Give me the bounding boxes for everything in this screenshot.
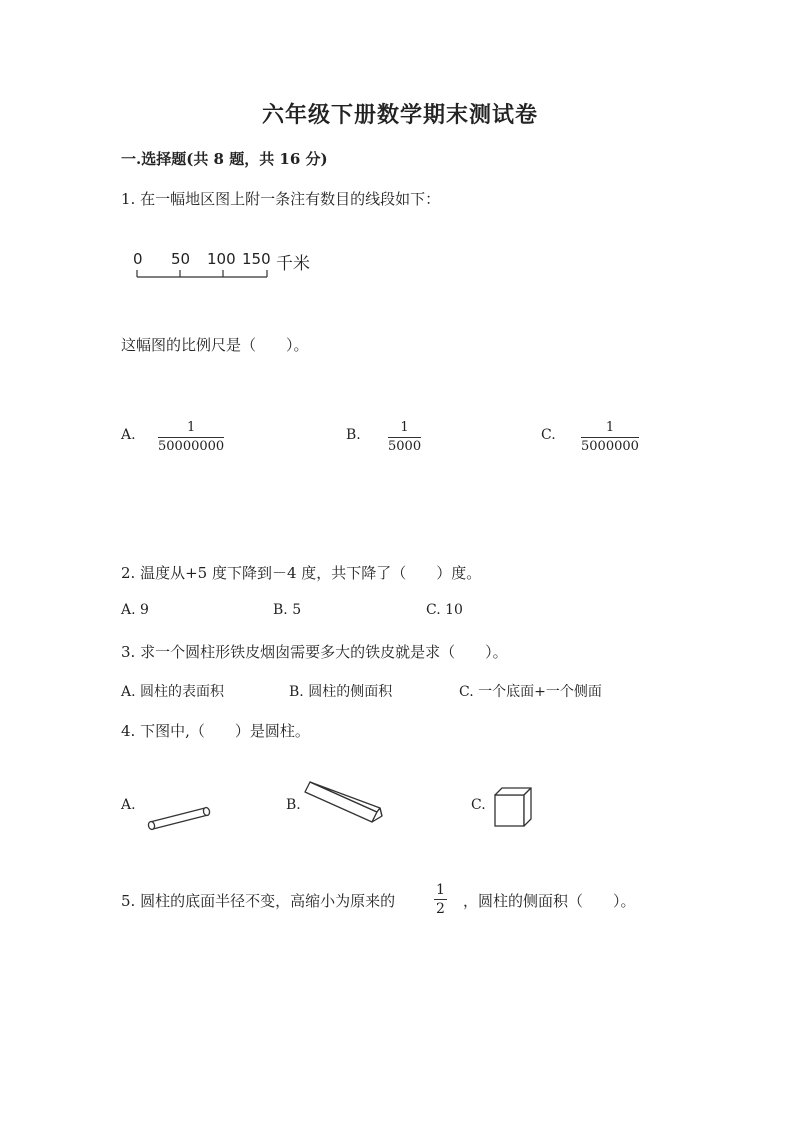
scale-label-0: 0 xyxy=(133,250,143,268)
fraction-denominator: 5000000 xyxy=(581,439,639,454)
scale-label-50: 50 xyxy=(171,250,191,268)
question-5-text-after: ，圆柱的侧面积（ ）。 xyxy=(463,892,636,910)
scale-label-100: 100 xyxy=(207,250,236,268)
fraction-denominator: 2 xyxy=(436,901,445,917)
cube-icon xyxy=(492,786,534,830)
q3-option-b[interactable]: B. 圆柱的侧面积 xyxy=(289,684,393,700)
q1-option-a-fraction xyxy=(158,420,224,455)
q3-option-a[interactable]: A. 圆柱的表面积 xyxy=(121,684,225,700)
fraction-numerator: 1 xyxy=(400,420,409,435)
q2-option-c[interactable]: C. 10 xyxy=(426,602,463,618)
scale-label-150: 150 xyxy=(242,250,271,268)
q1-option-b-fraction xyxy=(388,420,421,455)
question-1-prompt: 这幅图的比例尺是（ ）。 xyxy=(121,336,309,354)
fraction-numerator: 1 xyxy=(436,882,445,898)
question-2-text: 2. 温度从+5 度下降到－4 度，共下降了（ ）度。 xyxy=(121,564,482,582)
q4-option-c[interactable]: C. xyxy=(471,797,486,813)
page-title: 六年级下册数学期末测试卷 xyxy=(261,102,538,128)
scale-line-icon xyxy=(134,266,274,282)
question-1-text: 1. 在一幅地区图上附一条注有数目的线段如下： xyxy=(121,190,441,208)
fraction-numerator: 1 xyxy=(186,420,196,435)
q1-option-a-letter[interactable]: A. xyxy=(121,427,136,443)
q4-option-a[interactable]: A. xyxy=(121,797,136,813)
q1-option-c-fraction xyxy=(581,420,639,455)
q4-option-b[interactable]: B. xyxy=(286,797,301,813)
question-4-text: 4. 下图中,（ ）是圆柱。 xyxy=(121,722,310,740)
q1-option-b-letter[interactable]: B. xyxy=(346,427,361,443)
section-heading: 一.选择题(共 8 题，共 16 分) xyxy=(121,150,328,168)
question-3-text: 3. 求一个圆柱形铁皮烟囱需要多大的铁皮就是求（ ）。 xyxy=(121,643,508,661)
fraction-numerator: 1 xyxy=(605,420,615,435)
q2-option-a[interactable]: A. 9 xyxy=(121,602,149,618)
fraction-denominator: 50000000 xyxy=(158,439,225,454)
q1-option-c-letter[interactable]: C. xyxy=(541,427,556,443)
q2-option-b[interactable]: B. 5 xyxy=(273,602,302,618)
fraction-denominator: 5000 xyxy=(388,439,422,454)
question-5-text-before: 5. 圆柱的底面半径不变，高缩小为原来的 xyxy=(121,892,396,910)
cylinder-rod-icon xyxy=(144,800,212,832)
q3-option-c[interactable]: C. 一个底面+一个侧面 xyxy=(459,684,602,700)
scale-unit: 千米 xyxy=(276,254,310,274)
q5-fraction xyxy=(434,882,447,917)
triangular-prism-icon xyxy=(302,778,386,828)
